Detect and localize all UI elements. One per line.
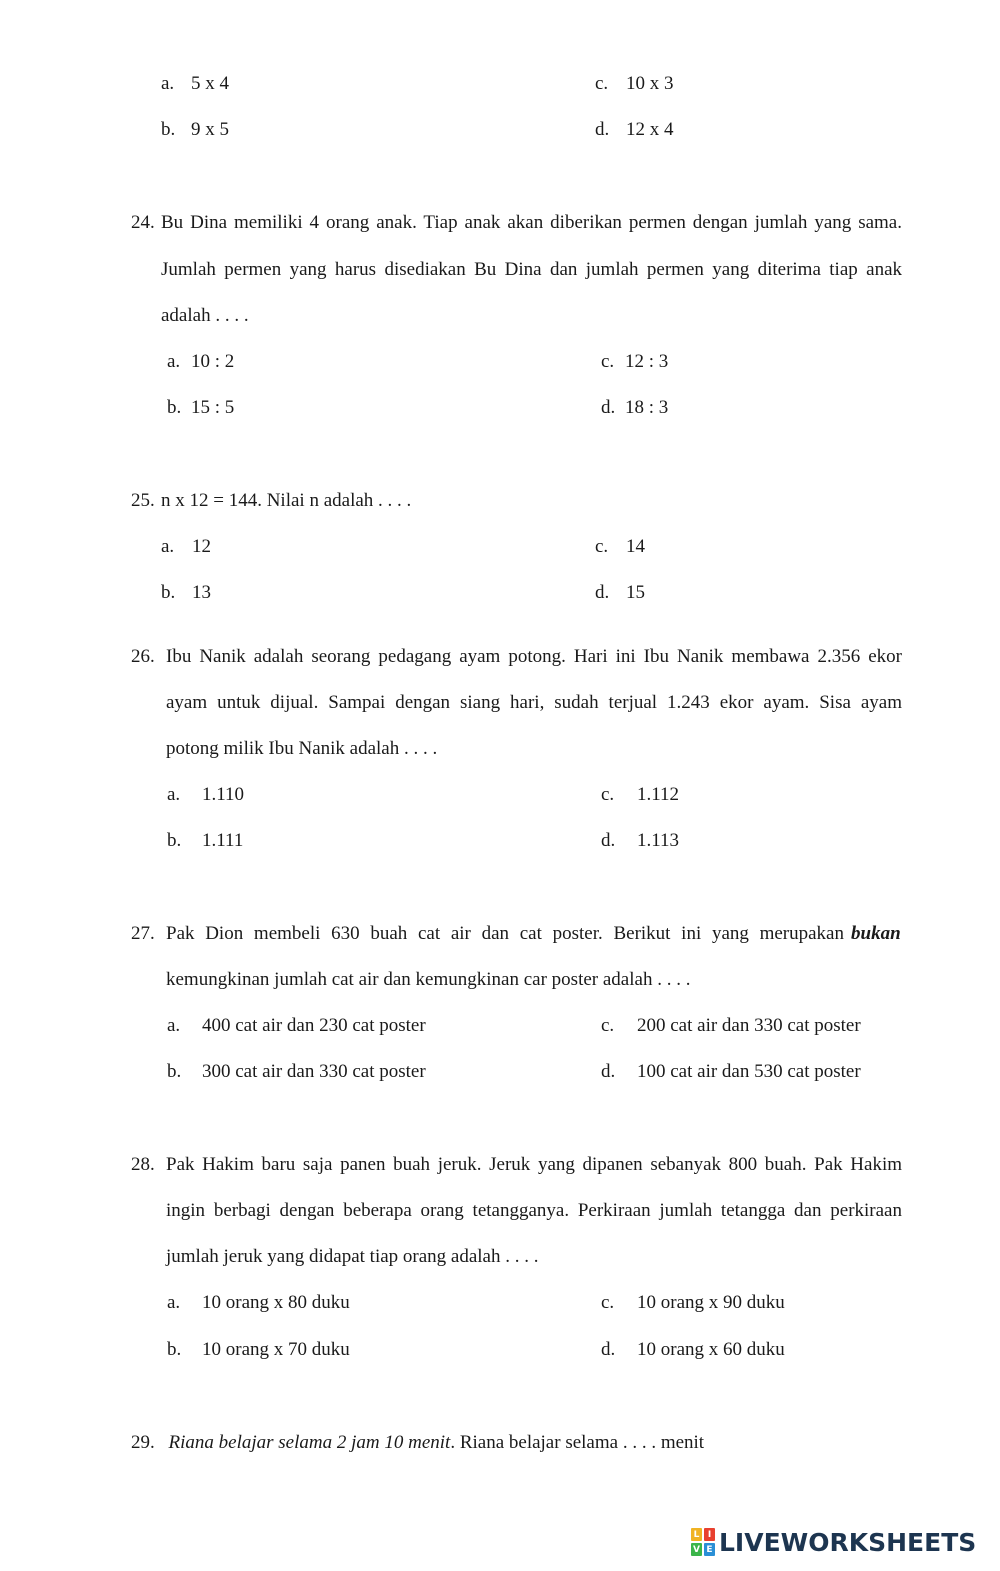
option-letter: d. [601,397,616,418]
option-text: 15 [626,582,645,603]
option-text: 1.111 [202,830,244,851]
question-number: 24. [131,212,155,233]
question-text-line: Bu Dina memiliki 4 orang anak. Tiap anak akan diberikan permen dengan jumlah yang sama. [161,212,902,233]
question-text-line: jumlah jeruk yang didapat tiap orang adalah . . . . [166,1246,539,1267]
option-letter: d. [601,830,616,851]
question-number: 26. [131,646,155,667]
option-text: 1.113 [637,830,680,851]
option-letter: a. [167,784,181,805]
option-letter: b. [167,830,182,851]
option-text: 200 cat air dan 330 cat poster [637,1015,861,1036]
live-logo-icon [691,1528,715,1556]
question-text-line: n x 12 = 144. Nilai n adalah . . . . [161,490,412,511]
option-letter: c. [601,784,615,805]
option-letter: c. [601,351,615,372]
option-text: 15 : 5 [191,397,235,418]
question-text-line: . Riana belajar selama . . . . menit [450,1432,705,1453]
option-letter: a. [161,73,175,94]
option-text: 100 cat air dan 530 cat poster [637,1061,861,1082]
option-text: 18 : 3 [625,397,669,418]
question-text-line: Pak Hakim baru saja panen buah jeruk. Jeruk yang dipanen sebanyak 800 buah. Pak Hakim [166,1154,902,1175]
option-text: 5 x 4 [191,73,229,94]
question-29 [131,1433,704,1452]
option-letter: b. [161,582,176,603]
option-text: 10 orang x 60 duku [637,1339,785,1360]
option-letter: b. [167,397,182,418]
logo-cell-v: V [691,1543,702,1556]
emphasis-word: bukan [851,923,901,944]
option-letter: b. [167,1061,182,1082]
option-text: 400 cat air dan 230 cat poster [202,1015,426,1036]
option-text: 300 cat air dan 330 cat poster [202,1061,426,1082]
liveworksheets-logo [691,1527,976,1557]
logo-cell-l: L [691,1528,702,1541]
option-letter: d. [601,1061,616,1082]
option-text: 9 x 5 [191,119,229,140]
question-text-line: kemungkinan jumlah cat air dan kemungkinan car poster adalah . . . . [166,969,691,990]
option-letter: c. [595,536,609,557]
option-letter: b. [161,119,176,140]
question-text-line: potong milik Ibu Nanik adalah . . . . [166,738,438,759]
question-text-line: ayam untuk dijual. Sampai dengan siang hari, sudah terjual 1.243 ekor ayam. Sisa ayam [166,692,902,713]
logo-cell-i: I [704,1528,715,1541]
question-number: 25. [131,490,155,511]
option-text: 1.110 [202,784,245,805]
option-letter: c. [601,1015,615,1036]
question-italic-text: Riana belajar selama 2 jam 10 menit [168,1432,451,1453]
option-text: 10 : 2 [191,351,235,372]
option-text: 13 [192,582,211,603]
option-text: 12 : 3 [625,351,669,372]
option-text: 12 [192,536,211,557]
option-letter: c. [595,73,609,94]
brand-name: LIVEWORKSHEETS [719,1527,977,1557]
question-text-line: Pak Dion membeli 630 buah cat air dan cat poster. Berikut ini yang merupakan [166,923,844,944]
option-text: 1.112 [637,784,680,805]
option-letter: a. [167,1015,181,1036]
question-text-line: Ibu Nanik adalah seorang pedagang ayam potong. Hari ini Ibu Nanik membawa 2.356 ekor [166,646,902,667]
question-number: 29. [131,1432,155,1453]
option-letter: d. [595,119,610,140]
question-text-line: ingin berbagi dengan beberapa orang tetangganya. Perkiraan jumlah tetangga dan perkiraan [166,1200,902,1221]
option-text: 10 x 3 [626,73,674,94]
question-number: 27. [131,923,155,944]
option-text: 10 orang x 70 duku [202,1339,350,1360]
question-number: 28. [131,1154,155,1175]
option-text: 10 orang x 80 duku [202,1292,350,1313]
option-letter: a. [167,1292,181,1313]
option-letter: a. [167,351,181,372]
option-letter: b. [167,1339,182,1360]
option-letter: c. [601,1292,615,1313]
option-text: 14 [626,536,645,557]
option-letter: d. [601,1339,616,1360]
question-text-line: adalah . . . . [161,305,249,326]
option-text: 12 x 4 [626,119,674,140]
logo-cell-e: E [704,1543,715,1556]
option-text: 10 orang x 90 duku [637,1292,785,1313]
option-letter: a. [161,536,175,557]
option-letter: d. [595,582,610,603]
question-text-line: Jumlah permen yang harus disediakan Bu Dina dan jumlah permen yang diterima tiap anak [161,259,902,280]
